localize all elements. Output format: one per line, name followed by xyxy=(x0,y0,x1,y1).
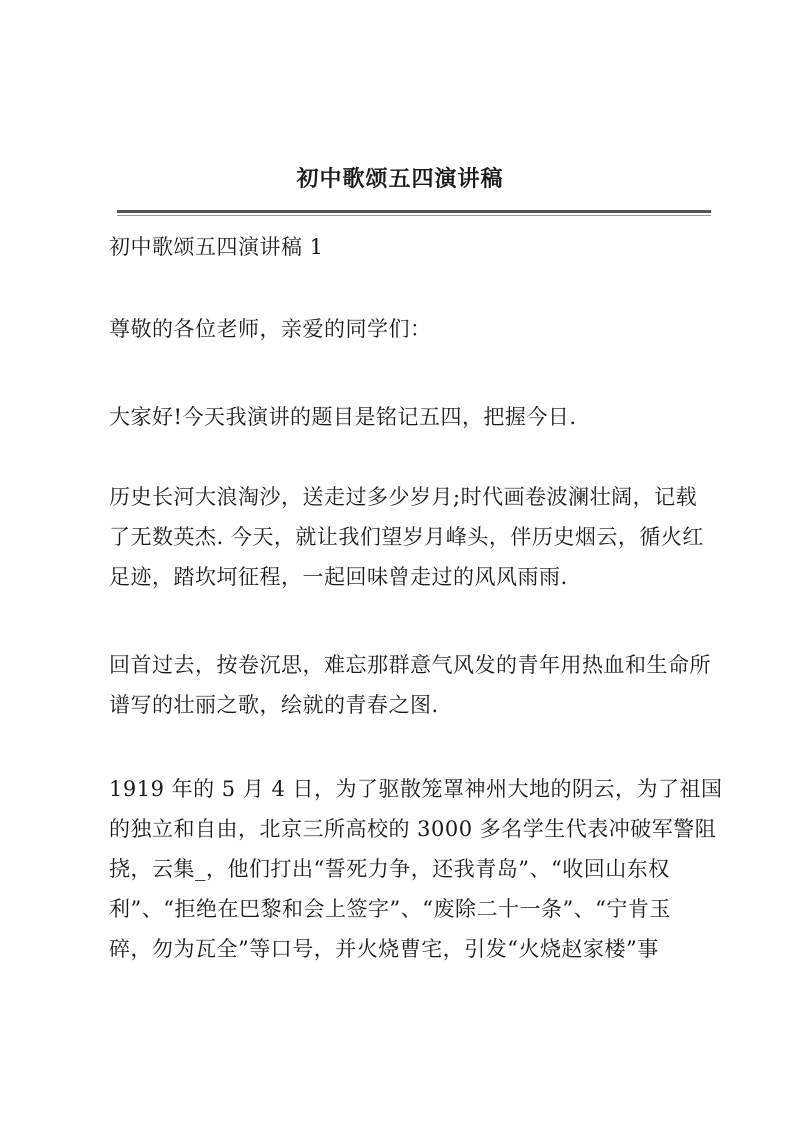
paragraph-line: 回首过去，按卷沉思，难忘那群意气风发的青年用热血和生命所 xyxy=(109,653,711,677)
paragraph-line: 碎，勿为瓦全”等口号，并火烧曹宅，引发“火烧赵家楼”事 xyxy=(109,937,659,961)
title-divider xyxy=(117,210,711,213)
title-divider-thin xyxy=(117,215,711,216)
paragraph-line: 足迹，踏坎坷征程，一起回味曾走过的风风雨雨. xyxy=(109,565,568,589)
paragraph-line: 挠，云集_，他们打出“誓死力争，还我青岛”、“收回山东权 xyxy=(109,857,670,881)
paragraph-line: 1919 年的 5 月 4 日，为了驱散笼罩神州大地的阴云，为了祖国 xyxy=(109,777,723,801)
paragraph-line: 谱写的壮丽之歌，绘就的青春之图. xyxy=(109,693,439,717)
paragraph-line: 了无数英杰. 今天，就让我们望岁月峰头，伴历史烟云，循火红 xyxy=(109,525,704,549)
paragraph-line: 利”、“拒绝在巴黎和会上签字”、“废除二十一条”、“宁肯玉 xyxy=(109,897,671,921)
paragraph-line: 的独立和自由，北京三所高校的 3000 多名学生代表冲破军警阻 xyxy=(109,817,717,841)
intro-paragraph: 大家好!今天我演讲的题目是铭记五四，把握今日. xyxy=(109,405,577,429)
body-paragraph-1 xyxy=(109,477,709,597)
greeting-paragraph: 尊敬的各位老师，亲爱的同学们： xyxy=(109,317,432,341)
paragraph-line: 历史长河大浪淘沙，送走过多少岁月;时代画卷波澜壮阔，记载 xyxy=(109,485,698,509)
document-subtitle: 初中歌颂五四演讲稿 1 xyxy=(109,235,324,259)
body-paragraph-2 xyxy=(109,645,709,725)
document-title: 初中歌颂五四演讲稿 xyxy=(296,166,504,192)
body-paragraph-3 xyxy=(109,769,723,969)
